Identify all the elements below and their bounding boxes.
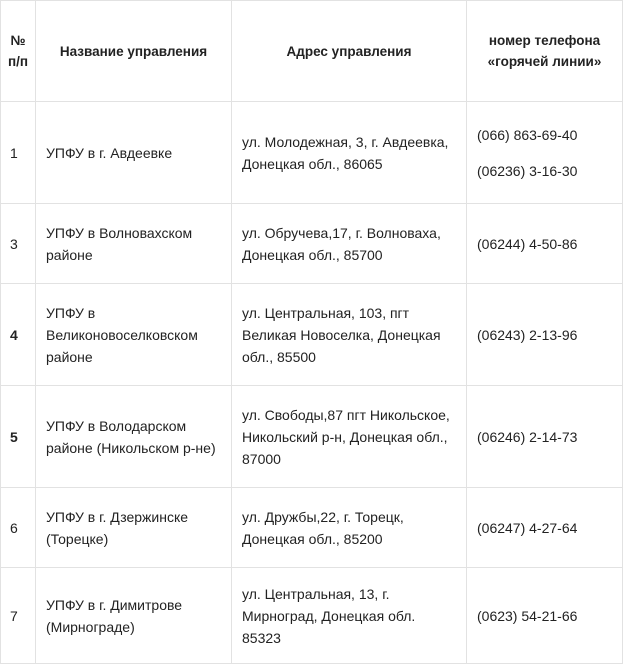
office-name: УПФУ в Володарском районе (Никольском р-не) [36, 386, 232, 488]
office-phone-cell [467, 488, 623, 568]
office-phone: (06244) 4-50-86 [477, 235, 578, 252]
office-address: ул. Центральная, 103, пгт Великая Новоселка, Донецкая обл., 85500 [232, 284, 467, 386]
table-row [1, 488, 623, 568]
table-row [1, 386, 623, 488]
office-name: УПФУ в г. Авдеевке [36, 102, 232, 204]
header-number: № п/п [1, 1, 36, 102]
office-phone-cell [467, 568, 623, 664]
office-phone-cell [467, 284, 623, 386]
table-row [1, 568, 623, 664]
table-row [1, 204, 623, 284]
office-name: УПФУ в Великоновоселковском районе [36, 284, 232, 386]
office-name: УПФУ в г. Дзержинске (Торецке) [36, 488, 232, 568]
office-phone-cell [467, 204, 623, 284]
header-phone: номер телефона «горячей линии» [467, 1, 623, 102]
header-address: Адрес управления [232, 1, 467, 102]
table-header-row [1, 1, 623, 102]
office-address: ул. Молодежная, 3, г. Авдеевка, Донецкая обл., 86065 [232, 102, 467, 204]
row-number: 6 [1, 488, 36, 568]
office-phone-cell [467, 386, 623, 488]
office-phone: (0623) 54-21-66 [477, 607, 578, 624]
row-number: 4 [1, 284, 36, 386]
office-address: ул. Свободы,87 пгт Никольское, Никольский р-н, Донецкая обл., 87000 [232, 386, 467, 488]
row-number: 3 [1, 204, 36, 284]
office-address: ул. Дружбы,22, г. Торецк, Донецкая обл., 85200 [232, 488, 467, 568]
office-phone: (06246) 2-14-73 [477, 428, 578, 445]
row-number: 5 [1, 386, 36, 488]
office-phone: (06243) 2-13-96 [477, 326, 578, 343]
header-name: Название управления [36, 1, 232, 102]
office-phone: (06247) 4-27-64 [477, 519, 578, 536]
office-phone-cell [467, 102, 623, 204]
office-name: УПФУ в г. Димитрове (Мирнограде) [36, 568, 232, 664]
office-address: ул. Обручева,17, г. Волноваха, Донецкая обл., 85700 [232, 204, 467, 284]
office-name: УПФУ в Волновахском районе [36, 204, 232, 284]
office-phone: (066) 863-69-40 [477, 126, 578, 143]
row-number: 1 [1, 102, 36, 204]
table-row [1, 102, 623, 204]
row-number: 7 [1, 568, 36, 664]
table-row [1, 284, 623, 386]
office-phone: (06236) 3-16-30 [477, 162, 578, 179]
office-address: ул. Центральная, 13, г. Мирноград, Донецкая обл. 85323 [232, 568, 467, 664]
